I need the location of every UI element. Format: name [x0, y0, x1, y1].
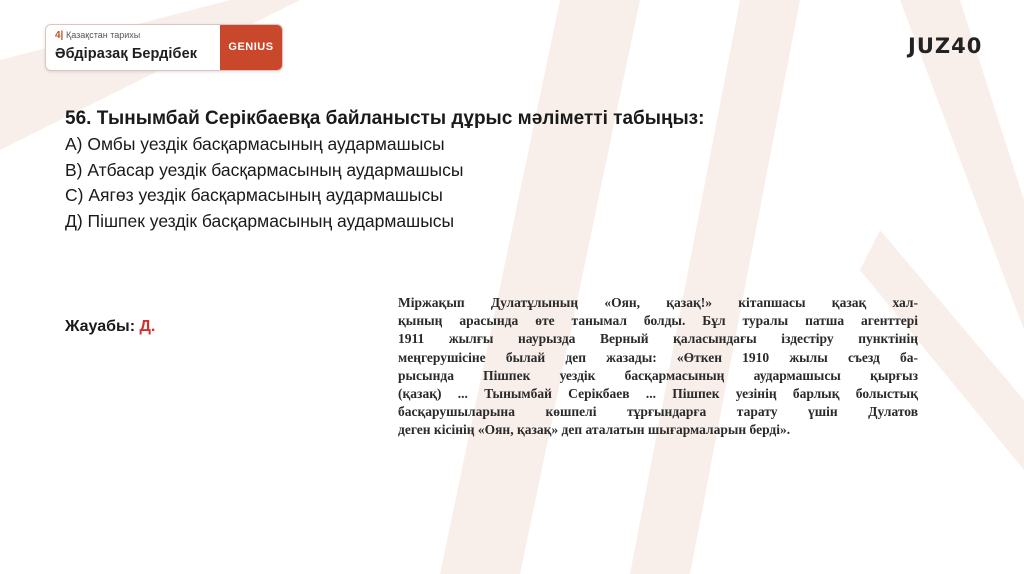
excerpt-line: 1911 жылғы наурызда Верный қаласындағы іздестіру пунктінің — [398, 331, 918, 347]
excerpt-line: (қазақ) ... Тынымбай Серікбаев ... Пішпек уезінің барлық болыстық — [398, 386, 918, 402]
excerpt-line: деген кісінің «Оян, қазақ» деп аталатын шығармаларын берді». — [398, 422, 791, 438]
badge-genius-tag: GENIUS — [220, 25, 282, 70]
badge-subtitle: Қазақстан тарихы — [66, 30, 141, 40]
brand-logo: JUZ40 — [908, 34, 983, 58]
excerpt-line: қының арасында өте танымал болды. Бұл туралы патша агенттері — [398, 313, 918, 329]
excerpt-line: басқарушыларына көшпелі тұрғындарға тарату үшін Дулатов — [398, 404, 918, 420]
badge-author: Әбдіразақ Бердібек — [55, 46, 198, 62]
excerpt-line: Міржақып Дулатұлының «Оян, қазақ!» кітапшасы қазақ хал- — [398, 295, 918, 310]
option-c: С) Аягөз уездік басқармасының аудармашысы — [65, 185, 443, 205]
answer — [65, 318, 155, 336]
textbook-excerpt — [398, 294, 918, 441]
option-a: А) Омбы уездік басқармасының аудармашысы — [65, 134, 445, 154]
question-block — [65, 106, 765, 234]
answer-label: Жауабы: — [65, 318, 136, 335]
option-d: Д) Пішпек уездік басқармасының аудармашысы — [65, 210, 455, 231]
excerpt-line: меңгерушісіне былай деп жазады: «Өткен 1910 жылы съезд ба- — [398, 349, 918, 365]
answer-value: Д. — [139, 318, 156, 335]
excerpt-line: рысында Пішпек уездік басқармасының аудармашысы қырғыз — [398, 367, 918, 383]
question-title: 56. Тынымбай Серікбаевқа байланысты дұрыс мәліметті табыңыз: — [65, 108, 705, 129]
course-badge — [45, 24, 283, 71]
option-b: В) Атбасар уездік басқармасының аудармашысы — [65, 159, 464, 180]
badge-logo-icon: 4| — [55, 30, 64, 41]
